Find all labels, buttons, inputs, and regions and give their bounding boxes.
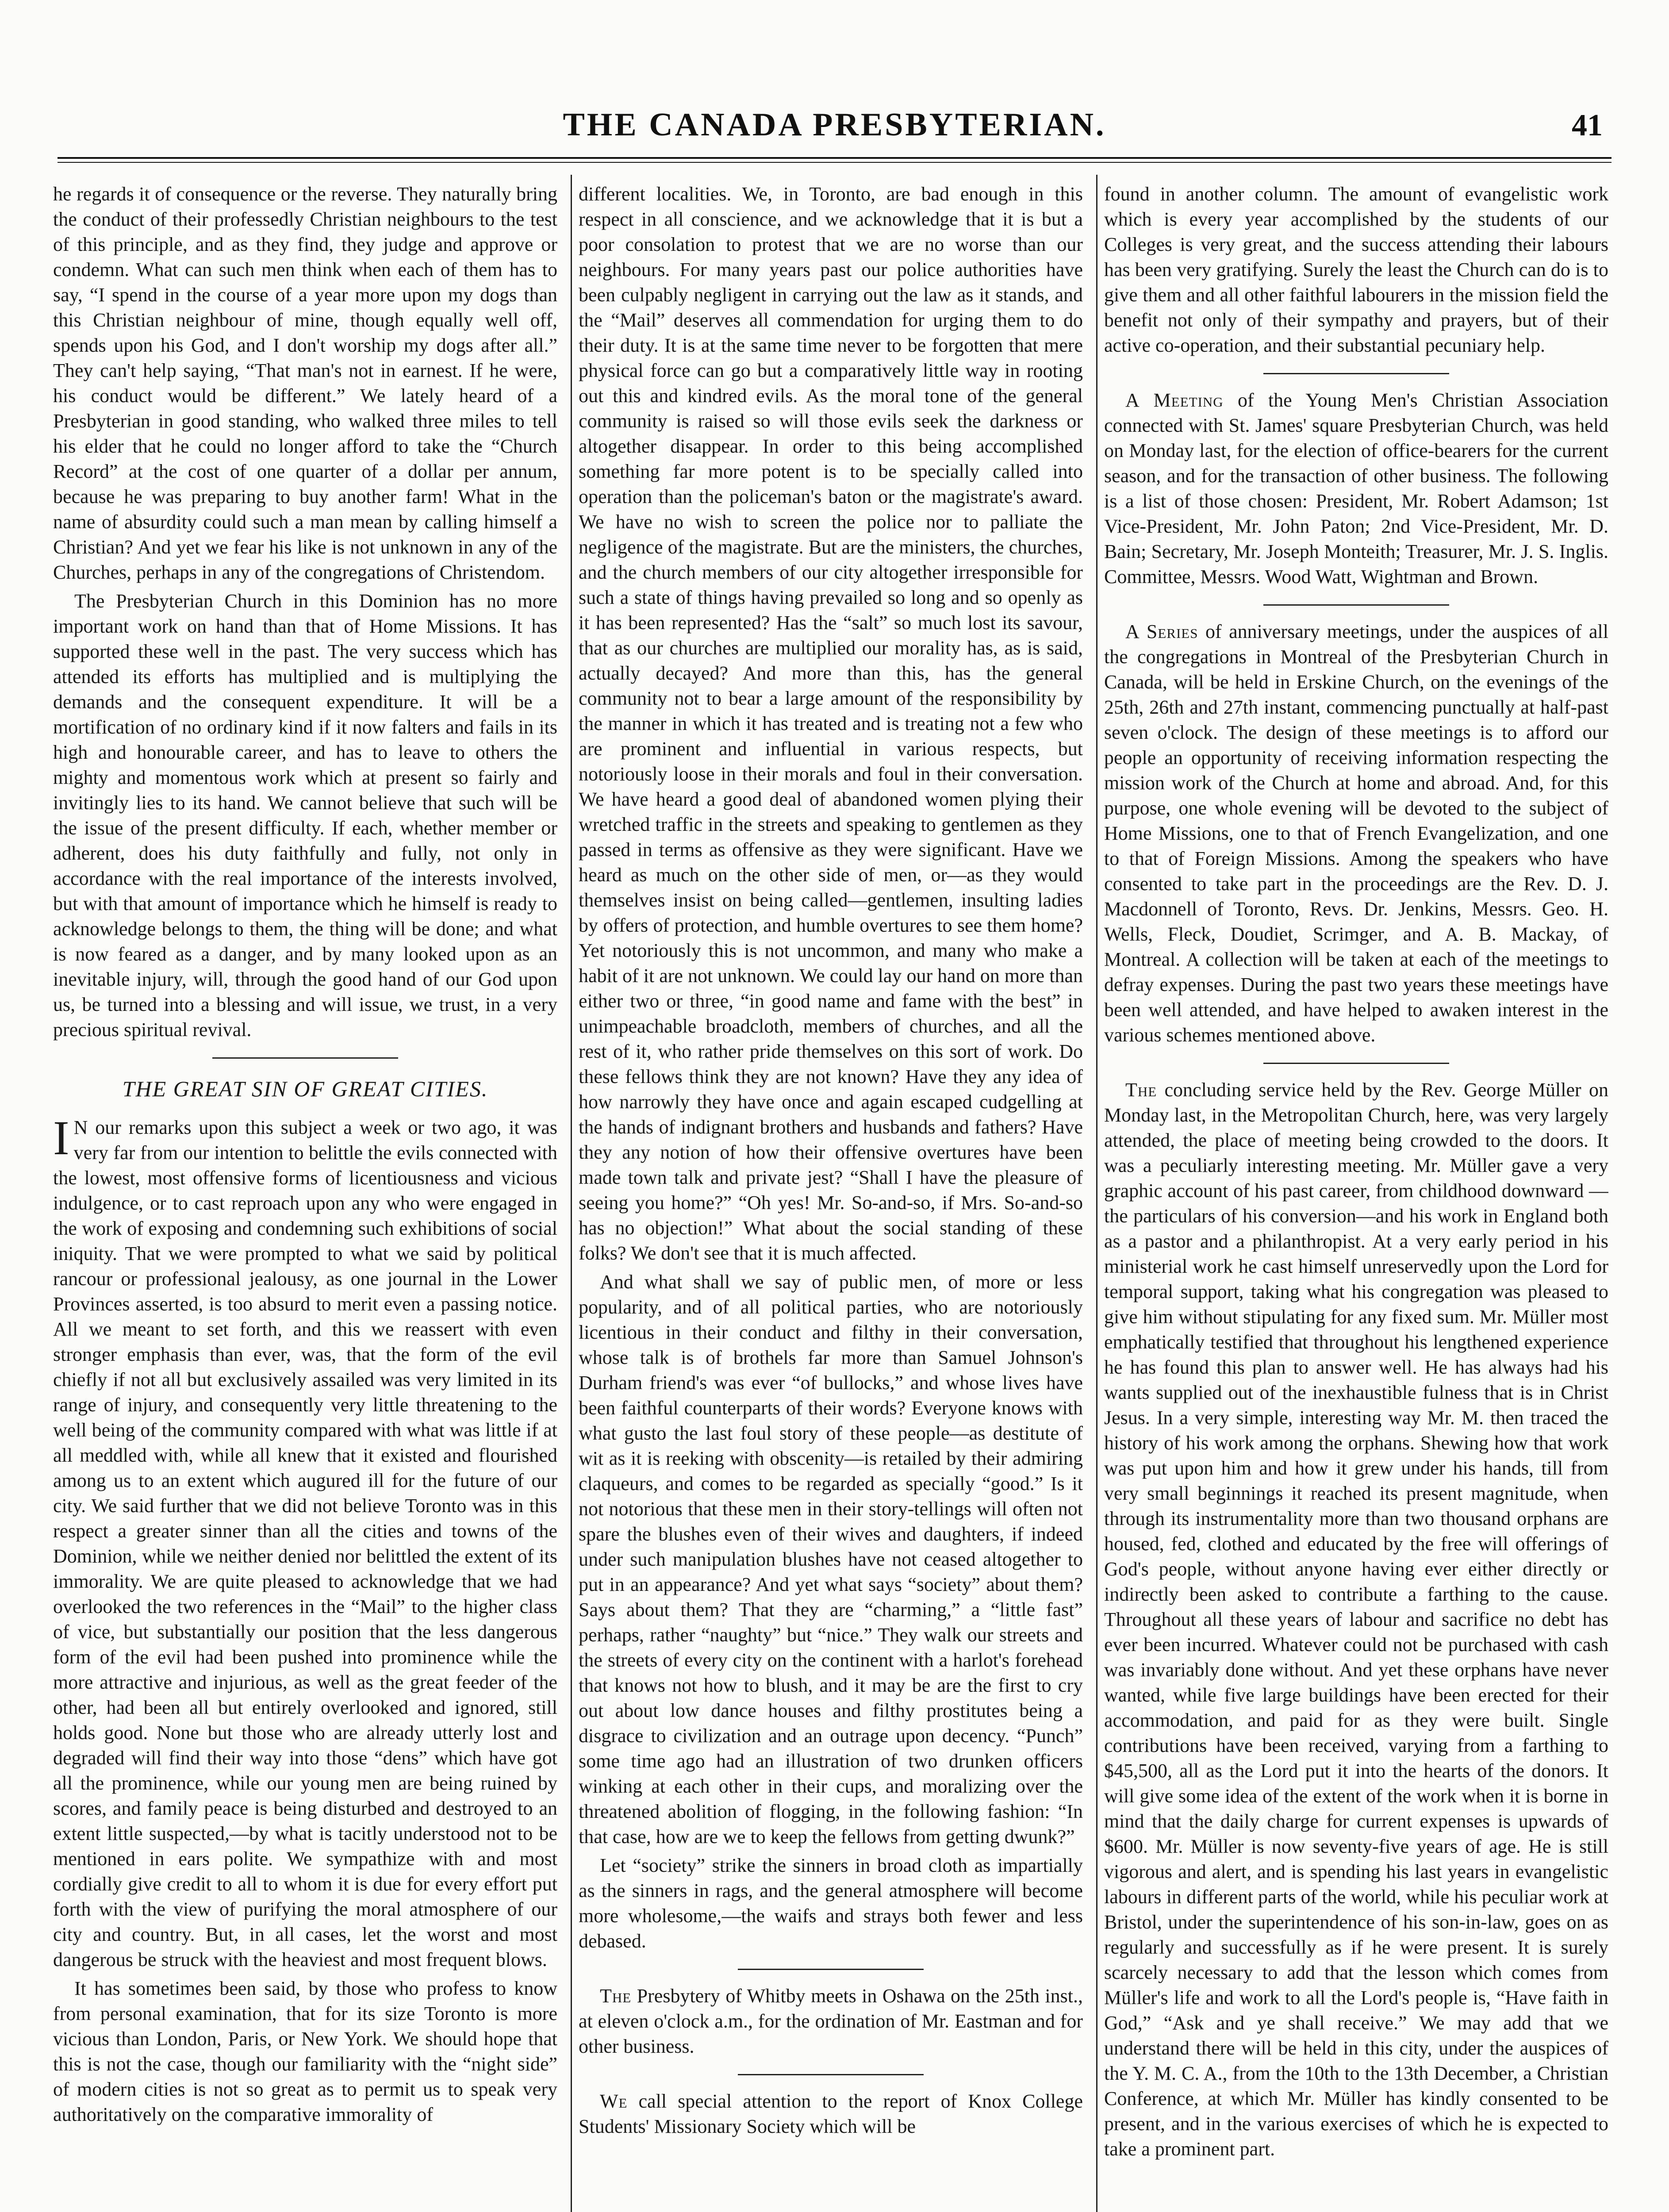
paragraph-text: of anniversary meetings, under the auspices of all the congregations in Montreal of the Presbyterian Church in Canada, will be held in Erskine Church, on the evenings of the 25th, 26th and 27th instant, commencing punctually at half-past seven o'clock. The design of these meetings is to afford our people an opportunity of receiving information respecting the mission work of the Church at home and abroad. And, for this purpose, one whole evening will be devoted to the subject of Home Missions, one to that of French Evangelization, and one to that of Foreign Missions. Among the speakers who have consented to take part in the proceedings are the Rev. D. J. Macdonnell of Toronto, Revs. Dr. Jenkins, Messrs. Geo. H. Wells, Fleck, Doudiet, Scrimger, and A. B. Mackay, of Montreal. A collection will be taken at each of the meetings to defray expenses. During the past two years these meetings have been well attended, and have helped to awaken interest in the various schemes mentioned above. xyxy=(1104,621,1608,1046)
paragraph-text: N our remarks upon this subject a week or two ago, it was very far from our intention to belittle the evils connected with the lowest, most offensive forms of licentiousness and vicious indulgence, or to cast reproach upon any who were engaged in the work of exposing and condemning such exhibitions of social iniquity. That we were prompted to what we said by political rancour or professional jealousy, as one journal in the Lower Provinces asserted, is too absurd to merit even a passing notice. All we meant to set forth, and this we reassert with even stronger emphasis than ever, was, that the form of the evil chiefly if not all but exclusively assailed was very limited in its range of injury, and consequently very little threatening to the well being of the community compared with what was little if at all meddled with, while all knew that it existed and flourished among us to an extent which augured ill for the future of our city. We said further that we did not believe Toronto was in this respect a greater sinner than all the cities and towns of the Dominion, while we neither denied nor belittled the extent of its immorality. We are quite pleased to acknowledge that we had overlooked the two references in the “Mail” to the higher class of vice, but substantially our position that the less dangerous form of the evil had been pushed into prominence while the more attractive and injurious, as well as the great feeder of the other, had been all but entirely overlooked and ignored, still holds good. None but those who are already utterly lost and degraded will find their way into those “dens” which have got all the prominence, while our young men are being ruined by scores, and family peace is being disturbed and destroyed to an extent little suspected,—by what is tacitly understood not to be mentioned in ears polite. We sympathize with and most cordially give credit to all to whom it is due for every effort put forth with the view of purifying the moral atmosphere of our city and country. But, in all cases, let the worst and most dangerous be struck with the heaviest and most frequent blows. xyxy=(53,1117,557,1970)
lead-word: The xyxy=(600,1985,632,2007)
paragraph xyxy=(579,2089,1083,2139)
article-heading: THE GREAT SIN OF GREAT CITIES. xyxy=(122,1076,488,1101)
lead-word: A Series xyxy=(1125,621,1198,642)
column-divider xyxy=(1096,175,1097,2212)
paragraph: he regards it of consequence or the reverse. They naturally bring the conduct of their professedly Christian neighbours to the test of this principle, and as they find, they judge and approve or condemn. What can such men think when each of them has to say, “I spend in the course of a year more upon my dogs than this Christian neighbour of mine, though equally well off, spends upon his God, and I don't worship my dogs after all.” They can't help saying, “That man's not in earnest. If he were, his conduct would be different.” We lately heard of a Presbyterian in good standing, who walked three miles to tell his elder that he could no longer afford to take the “Church Record” at the cost of one quarter of a dollar per annum, because he was preparing to buy another farm! What in the name of absurdity could such a man mean by calling himself a Christian? And yet we fear his like is not unknown in any of the Churches, perhaps in any of the congregations of Christendom. xyxy=(53,183,557,583)
paragraph xyxy=(579,1983,1083,2059)
column-1 xyxy=(53,181,557,2212)
paragraph-text: call special attention to the report of Knox College Students' Missionary Society which will be xyxy=(579,2090,1083,2137)
page-number: 41 xyxy=(1572,108,1603,142)
paragraph: Let “society” strike the sinners in broad cloth as impartially as the sinners in rags, and the general atmosphere will become more wholesome,—the waifs and strays both fewer and less debased. xyxy=(579,1855,1083,1952)
separator-rule xyxy=(738,1969,924,1970)
column-2 xyxy=(579,181,1083,2212)
paragraph-text: of the Young Men's Christian Association connected with St. James' square Presbyterian Church, was held on Monday last, for the election of office-bearers for the current season, and for the transaction of other business. The following is a list of those chosen: President, Mr. Robert Adamson; 1st Vice-President, Mr. John Paton; 2nd Vice-President, Mr. D. Bain; Secretary, Mr. Joseph Monteith; Treasurer, Mr. J. S. Inglis. Committee, Messrs. Wood Watt, Wightman and Brown. xyxy=(1104,389,1608,588)
paragraph: It has sometimes been said, by those who profess to know from personal examination, that for its size Toronto is more vicious than London, Paris, or New York. We should hope that this is not the case, though our familiarity with the “night side” of modern cities is not so great as to permit us to speak very authoritatively on the comparative immorality of xyxy=(53,1978,557,2125)
paragraph xyxy=(1104,1077,1608,2162)
column-divider xyxy=(571,175,572,2212)
header-rule xyxy=(58,157,1611,159)
paragraph: The Presbyterian Church in this Dominion has no more important work on hand than that of Home Missions. It has supported these well in the past. The very success which has attended its efforts has multiplied and is multiplying the demands and the consequent expenditure. It will be a mortification of no ordinary kind if it now falters and fails in its high and honourable career, and has to leave to others the mighty and momentous work which at present so fairly and invitingly lies to its hand. We cannot believe that such will be the issue of the present difficulty. If each, whether member or adherent, does his duty faithfully and fully, not only in accordance with the real importance of the interests involved, but with that amount of importance which he himself is ready to acknowledge belongs to them, the thing will be done; and what is now feared as a danger, and by many looked upon as an inevitable injury, will, through the good hand of our God upon us, be turned into a blessing and will issue, we trust, in a very precious spiritual revival. xyxy=(53,590,557,1041)
column-3 xyxy=(1104,181,1608,2212)
header-rule-thin xyxy=(58,162,1611,163)
drop-cap: I xyxy=(53,1111,69,1165)
paragraph: And what shall we say of public men, of more or less popularity, and of all political parties, who are notoriously licentious in their conduct and filthy in their conversation, whose talk is of brothels far more than Samuel Johnson's Durham friend's was ever “of bullocks,” and whose lives have been faithful counterparts of their words? Everyone knows with what gusto the last foul story of these people—as destitute of wit as it is reeking with obscenity—is retailed by their admiring claqueurs, and comes to be regarded as specially “good.” Is it not notorious that these men in their story-tellings will often not spare the blushes even of their wives and daughters, if indeed under such manipulation blushes have not ceased altogether to put in an appearance? And yet what says “society” about them? Says about them? That they are “charming,” a “little fast” perhaps, rather “naughty” but “nice.” They walk our streets and the streets of every city on the continent with a harlot's forehead that knows not how to blush, and it may be are the first to cry out about low dance houses and filthy prostitutes being a disgrace to civilization and an outrage upon decency. “Punch” some time ago had an illustration of two drunken officers winking at each other in their cups, and moralizing over the threatened abolition of flogging, in the following fashion: “In that case, how are we to keep the fellows from getting dwunk?” xyxy=(579,1271,1083,1847)
separator-rule xyxy=(738,2074,924,2075)
separator-rule xyxy=(1263,373,1449,374)
masthead xyxy=(58,106,1611,159)
paragraph xyxy=(53,1111,557,1972)
paragraph-text: Presbytery of Whitby meets in Oshawa on the 25th inst., at eleven o'clock a.m., for the ordination of Mr. Eastman and for other business. xyxy=(579,1985,1083,2057)
lead-word: A Meeting xyxy=(1125,389,1224,411)
separator-rule xyxy=(1263,604,1449,606)
page-title: THE CANADA PRESBYTERIAN. xyxy=(563,107,1106,143)
separator-rule xyxy=(212,1057,398,1059)
separator-rule xyxy=(1263,1063,1449,1064)
lead-word: The xyxy=(1125,1079,1157,1101)
paragraph xyxy=(1104,388,1608,589)
paragraph: different localities. We, in Toronto, are bad enough in this respect in all conscience, and we acknowledge that it is but a poor consolation to protest that we are no worse than our neighbours. For many years past our police authorities have been culpably negligent in carrying out the law as it stands, and the “Mail” deserves all commendation for urging them to do their duty. It is at the same time never to be forgotten that mere physical force can go but a comparatively little way in rooting out this and kindred evils. As the moral tone of the general community is raised so will those evils seek the darkness or altogether disappear. In order to this being accomplished something far more potent is to be specially called into operation than the policeman's baton or the magistrate's award. We have no wish to screen the police nor to palliate the negligence of the magistrate. But are the ministers, the churches, and the church members of our city altogether irresponsible for such a state of things having prevailed so long and so openly as it has been represented? Has the “salt” so much lost its savour, that as our churches are multiplied our morality has, as is said, actually decayed? And more than this, has the general community not to bear a large amount of the responsibility by the manner in which it has treated and is treating not a few who are prominent and influential in various respects, but notoriously loose in their morals and foul in their conversation. We have heard a good deal of abandoned women plying their wretched traffic in the streets and speaking to gentlemen as they passed in terms as offensive as they were significant. Have we heard as much on the other side of men, or—as they would themselves insist on being called—gentlemen, insulting ladies by offers of protection, and humble overtures to see them home? Yet notoriously this is not uncommon, and many who make a habit of it are not unknown. We could lay our hand on more than either two or three, “in good name and fame with the best” in unimpeachable broadcloth, members of churches, and all the rest of it, who rather pride themselves on this sort of work. Do these fellows think they are not known? Have they any idea of how narrowly they have once and again escaped cudgelling at the hands of indignant brothers and husbands and fathers? Have they any notion of how their offensive overtures have been made town talk and private jest? “Shall I have the pleasure of seeing you home?” “Oh yes! Mr. So-and-so, if Mrs. So-and-so has no objection!” What about the social standing of these folks? We don't see that it is much affected. xyxy=(579,183,1083,1264)
lead-word: We xyxy=(600,2090,628,2112)
paragraph: found in another column. The amount of evangelistic work which is every year accomplished by the students of our Colleges is very great, and the success attending their labours has been very gratifying. Surely the least the Church can do is to give them and all other faithful labourers in the mission field the benefit not only of their sympathy and prayers, but of their active co-operation, and their substantial pecuniary help. xyxy=(1104,183,1608,356)
paragraph-text: concluding service held by the Rev. George Müller on Monday last, in the Metropolitan Church, here, was very largely attended, the place of meeting being crowded to the doors. It was a peculiarly interesting meeting. Mr. Müller gave a very graphic account of his past career, from childhood downward —the particulars of his conversion—and his work in England both as a pastor and a philanthropist. At a very early period in his ministerial work he cast himself unreservedly upon the Lord for temporal support, taking what his congregation was pleased to give him without stipulating for any fixed sum. Mr. Müller most emphatically testified that throughout his lengthened experience he has found this plan to answer well. He has always had his wants supplied out of the inexhaustible fulness that is in Christ Jesus. In a very simple, interesting way Mr. M. then traced the history of his work among the orphans. Shewing how that work was put upon him and how it grew under his hands, till from very small beginnings it reached its present magnitude, when through its instrumentality more than two thousand orphans are housed, fed, clothed and educated by the free will offerings of God's people, without anyone having ever either directly or indirectly been asked to contribute a farthing to the cause. Throughout all these years of labour and sacrifice no debt has ever been incurred. Whatever could not be purchased with cash was invariably done without. And yet these orphans have never wanted, while five large buildings have been erected for their accommodation, and paid for as they were built. Single contributions have been received, varying from a farthing to $45,500, all as the Lord put it into the hearts of the donors. It will give some idea of the extent of the work when it is borne in mind that the daily charge for current expenses is upwards of $600. Mr. Müller is now seventy-five years of age. He is still vigorous and alert, and is spending his last years in evangelistic labours in different parts of the world, while his peculiar work at Bristol, under the superintendence of his son-in-law, goes on as regularly and successfully as if he were present. It is surely scarcely necessary to add that the lesson which comes from Müller's life and work to all the Lord's people is, “Have faith in God,” “Ask and ye shall receive.” We may add that we understand there will be held in this city, under the auspices of the Y. M. C. A., from the 10th to the 13th December, a Christian Conference, at which Mr. Müller has kindly consented to be present, and in the various exercises of which he is expected to take a prominent part. xyxy=(1104,1079,1608,2160)
paragraph xyxy=(1104,619,1608,1048)
